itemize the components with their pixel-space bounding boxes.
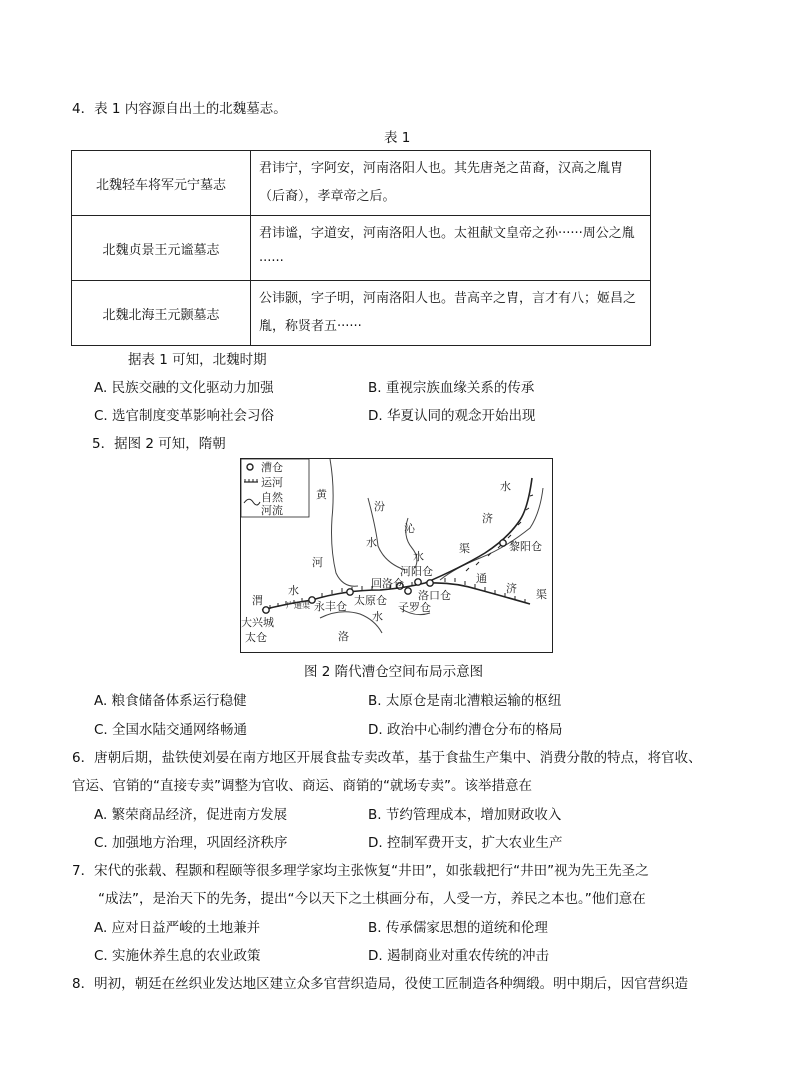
map-label-ji-ne: 济 [482, 512, 493, 525]
q5-option-b[interactable]: B. 太原仓是南北漕粮运输的枢纽 [368, 693, 562, 709]
q7-option-b[interactable]: B. 传承儒家思想的道统和伦理 [368, 920, 548, 936]
table-cell-text: 君讳宁，字阿安，河南洛阳人也。其先唐尧之苗裔，汉高之胤胄（后裔），孝章帝之后。 [251, 151, 651, 216]
granary-taicang-icon [263, 607, 269, 613]
q5-option-c[interactable]: C. 全国水陆交通网络畅通 [94, 722, 248, 738]
legend-river-label-1: 自然 [261, 491, 283, 504]
q4-stem: 4．表 1 内容源自出土的北魏墓志。 [72, 101, 287, 117]
map-label-shui-luo: 水 [372, 610, 383, 623]
map-label-qu-ne: 渠 [459, 542, 470, 555]
map-label-yongfeng: 永丰仓 [314, 600, 347, 613]
map-label-taicang: 太仓 [245, 631, 267, 644]
q4-option-a[interactable]: A. 民族交融的文化驱动力加强 [94, 380, 274, 396]
granary-ziluo-icon [405, 588, 411, 594]
map-label-daxing: 大兴城 [241, 616, 274, 629]
table-row [72, 151, 651, 216]
map-label-shui-qin: 水 [413, 550, 424, 563]
legend-granary-icon [247, 464, 253, 470]
legend-granary-label: 漕仓 [261, 461, 283, 474]
map-label-fen: 汾 [374, 500, 385, 513]
q4-lead: 据表 1 可知，北魏时期 [128, 352, 267, 368]
map-label-taiyuan: 太原仓 [354, 594, 387, 607]
q6-option-c[interactable]: C. 加强地方治理，巩固经济秩序 [94, 835, 288, 851]
map-label-ziluo: 子罗仓 [398, 601, 431, 614]
q5-option-d[interactable]: D. 政治中心制约漕仓分布的格局 [368, 722, 563, 738]
q6-option-a[interactable]: A. 繁荣商品经济，促进南方发展 [94, 807, 288, 823]
q4-option-c[interactable]: C. 选官制度变革影响社会习俗 [94, 408, 275, 424]
map-label-ji-e: 济 [506, 582, 517, 595]
table-cell-text: 君讳谧，字道安，河南洛阳人也。太祖献文皇帝之孙······周公之胤······ [251, 216, 651, 281]
map-label-qin: 沁 [404, 522, 415, 535]
map-label-wei: 渭 [252, 594, 263, 607]
q8-line-1: 8．明初，朝廷在丝织业发达地区建立众多官营织造局，役使工匠制造各种绸缎。明中期后，因官营织造 [72, 976, 689, 992]
table-cell-name: 北魏北海王元颢墓志 [72, 281, 251, 346]
q6-option-b[interactable]: B. 节约管理成本，增加财政收入 [368, 807, 562, 823]
granary-liyang-icon [500, 540, 506, 546]
figure-caption: 图 2 隋代漕仓空间布局示意图 [304, 664, 484, 680]
table-cell-text: 公讳颢，字子明，河南洛阳人也。昔高辛之胄，言才有八；姬昌之胤，称贤者五······ [251, 281, 651, 346]
q4-option-b[interactable]: B. 重视宗族血缘关系的传承 [368, 380, 535, 396]
q6-line-1: 6．唐朝后期，盐铁使刘晏在南方地区开展食盐专卖改革，基于食盐生产集中、消费分散的特点，将官收、 [72, 750, 702, 766]
map-label-shui-ne: 水 [500, 480, 511, 493]
q7-option-c[interactable]: C. 实施休养生息的农业政策 [94, 948, 261, 964]
q4-option-d[interactable]: D. 华夏认同的观念开始出现 [368, 408, 536, 424]
q6-line-2: 官运、官销的“直接专卖”调整为官收、商运、商销的“就场专卖”。该举措意在 [72, 778, 532, 794]
q5-stem: 5．据图 2 可知，隋朝 [92, 436, 226, 452]
map-label-liyang: 黎阳仓 [509, 540, 542, 553]
granary-luokou-icon [427, 580, 433, 586]
table-title: 表 1 [384, 130, 411, 146]
granary-taiyuan-icon [347, 589, 353, 595]
q6-option-d[interactable]: D. 控制军费开支，扩大农业生产 [368, 835, 563, 851]
q4-table [71, 150, 651, 346]
legend-river-label-2: 河流 [261, 504, 283, 517]
map-label-shui-wei: 水 [288, 584, 299, 597]
sui-granary-map [240, 458, 553, 653]
table-row [72, 216, 651, 281]
table-cell-name: 北魏轻车将军元宁墓志 [72, 151, 251, 216]
map-label-shui-fen: 水 [366, 536, 377, 549]
q7-line-1: 7．宋代的张载、程颢和程颐等很多理学家均主张恢复“井田”，如张载把行“井田”视为先王先圣之 [72, 863, 649, 879]
map-label-guangtong: 广通渠 [286, 601, 310, 610]
q5-option-a[interactable]: A. 粮食储备体系运行稳健 [94, 693, 247, 709]
q7-option-a[interactable]: A. 应对日益严峻的土地兼并 [94, 920, 261, 936]
map-label-tong: 通 [476, 572, 487, 585]
map-label-qu-e: 渠 [536, 588, 547, 601]
granary-heyang-icon [415, 579, 421, 585]
table-cell-name: 北魏贞景王元谧墓志 [72, 216, 251, 281]
map-label-heyang: 河阳仓 [400, 565, 433, 578]
q7-line-2: “成法”，是治天下的先务，提出“今以天下之土棋画分布，人受一方，养民之本也。”他们意在 [98, 891, 646, 907]
map-label-huiluo: 回洛仓 [371, 577, 404, 590]
map-label-he: 河 [312, 556, 323, 569]
legend-canal-label: 运河 [261, 476, 283, 489]
q7-option-d[interactable]: D. 遏制商业对重农传统的冲击 [368, 948, 549, 964]
map-label-luo: 洛 [338, 630, 349, 643]
map-label-luokou: 洛口仓 [418, 589, 451, 602]
table-row [72, 281, 651, 346]
map-label-huang: 黄 [316, 488, 327, 501]
